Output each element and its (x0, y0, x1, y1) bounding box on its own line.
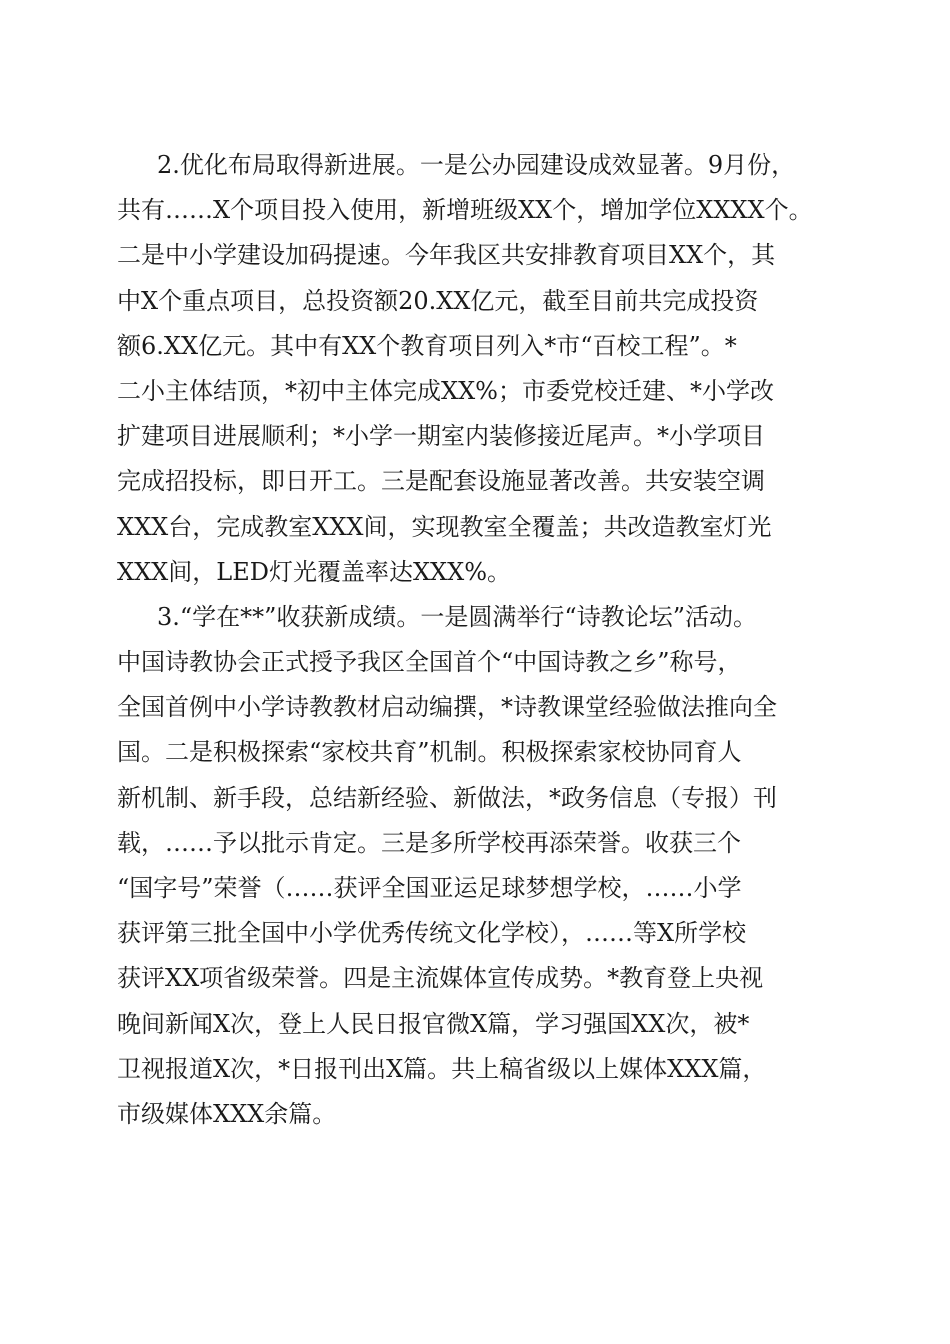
paragraph-line: 获评第三批全国中小学优秀传统文化学校），……等X所学校 (117, 919, 747, 948)
paragraph-line: 中国诗教协会正式授予我区全国首个“中国诗教之乡”称号， (117, 648, 742, 677)
paragraph-layout-optimization (117, 143, 837, 595)
paragraph-line: XXX台，完成教室XXX间，实现教室全覆盖；共改造教室灯光 (117, 512, 772, 541)
paragraph-line: 中X个重点项目，总投资额20.XX亿元，截至目前共完成投资 (117, 286, 759, 315)
paragraph-line: 全国首例中小学诗教教材启动编撰，*诗教课堂经验做法推向全 (117, 693, 777, 722)
paragraph-line: 完成招投标，即日开工。三是配套设施显著改善。共安装空调 (117, 467, 765, 496)
paragraph-line: XXX间，LED灯光覆盖率达XXX%。 (117, 557, 512, 586)
paragraph-line: 晚间新闻X次，登上人民日报官微X篇，学习强国XX次，被* (117, 1009, 750, 1038)
paragraph-line: 二小主体结顶，*初中主体完成XX%；市委党校迁建、*小学改 (117, 376, 774, 405)
paragraph-line: 获评XX项省级荣誉。四是主流媒体宣传成势。*教育登上央视 (117, 964, 764, 993)
paragraph-line: 国。二是积极探索“家校共育”机制。积极探索家校协同育人 (117, 738, 742, 767)
paragraph-line: 载，……予以批示肯定。三是多所学校再添荣誉。收获三个 (117, 828, 741, 857)
paragraph-line: 二是中小学建设加码提速。今年我区共安排教育项目XX个，其 (117, 241, 776, 270)
paragraph-learning-achievements (117, 595, 837, 1137)
paragraph-line: 卫视报道X次，*日报刊出X篇。共上稿省级以上媒体XXX篇， (117, 1054, 767, 1083)
paragraph-line: 共有……X个项目投入使用，新增班级XX个，增加学位XXXX个。 (117, 196, 813, 225)
paragraph-line: 扩建项目进展顺利；*小学一期室内装修接近尾声。*小学项目 (117, 422, 765, 451)
paragraph-line: “国字号”荣誉（……获评全国亚运足球梦想学校，……小学 (117, 874, 742, 902)
paragraph-line: 3.“学在**”收获新成绩。一是圆满举行“诗教论坛”活动。 (157, 602, 757, 631)
paragraph-line: 市级媒体XXX余篇。 (117, 1099, 337, 1128)
paragraph-line: 2.优化布局取得新进展。一是公办园建设成效显著。9月份， (157, 151, 796, 179)
paragraph-line: 额6.XX亿元。其中有XX个教育项目列入*市“百校工程”。* (117, 331, 737, 360)
paragraph-line: 新机制、新手段，总结新经验、新做法，*政务信息（专报）刊 (117, 783, 777, 812)
document-body (117, 143, 837, 1137)
